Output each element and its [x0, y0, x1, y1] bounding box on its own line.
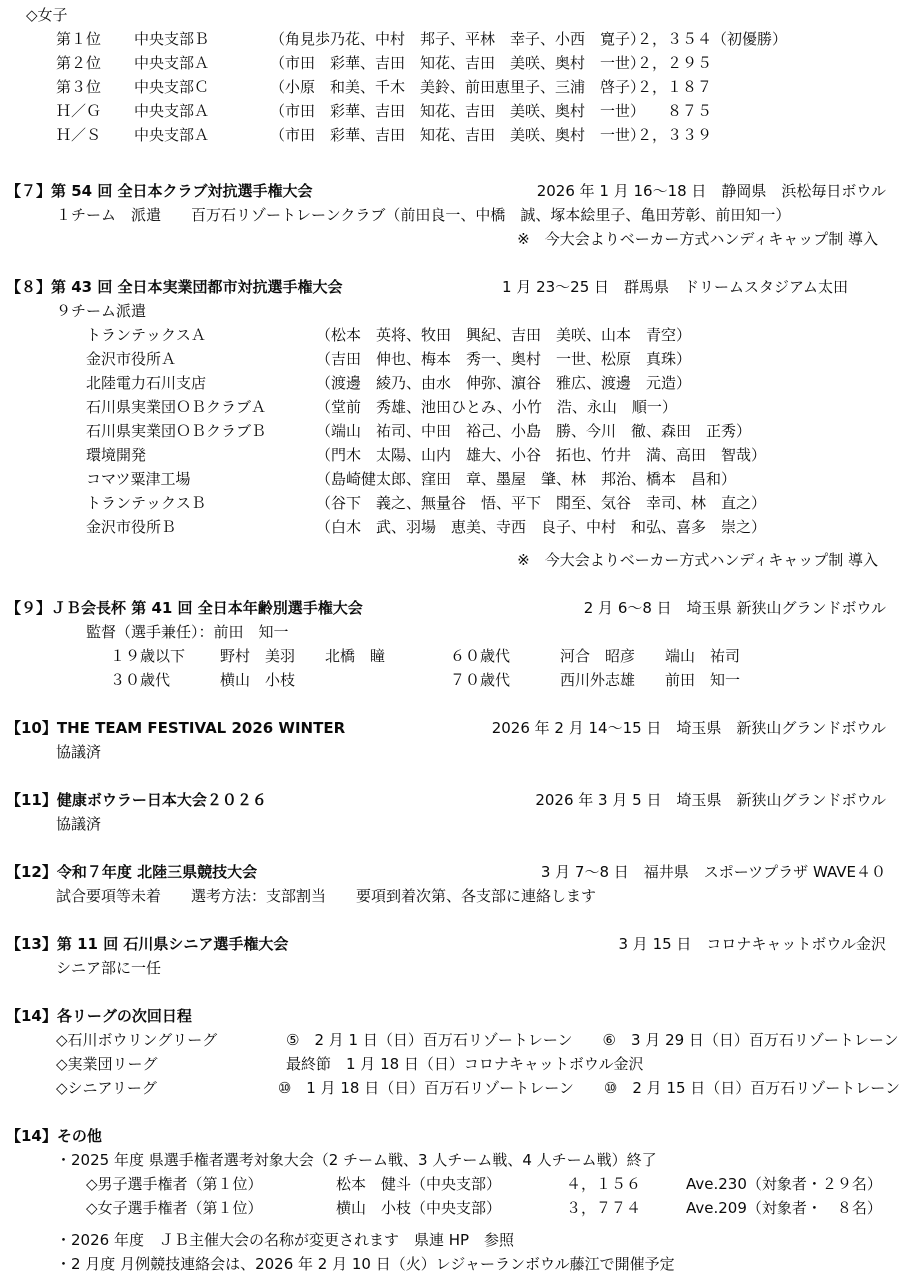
- league-schedule: 最終節 1 月 18 日（日）コロナキャットボウル金沢: [286, 1057, 644, 1072]
- team-cell: 中央支部Ａ: [134, 128, 270, 143]
- average-cell: Ave.209（対象者・ ８名）: [686, 1201, 882, 1216]
- list-item: [0, 1057, 900, 1072]
- item-9-heading-right: 2 月 6〜8 日 埼玉県 新狭山グランドボウル: [584, 601, 900, 616]
- table-row: [0, 376, 900, 391]
- item-11-heading-right: 2026 年 3 月 5 日 埼玉県 新狭山グランドボウル: [535, 793, 900, 808]
- score-cell: ２，３５４: [620, 32, 712, 47]
- league-schedule: ⑤ 2 月 1 日（日）百万石リゾートレーン ⑥ 3 月 29 日（日）百万石リゾートレーン: [286, 1033, 899, 1048]
- age-group-label: ７０歳代: [450, 673, 560, 688]
- table-row: [0, 448, 900, 463]
- item-8-section: [0, 280, 900, 568]
- age-group-label: ３０歳代: [110, 673, 220, 688]
- table-row: [0, 520, 900, 535]
- item-12-heading-right: 3 月 7〜8 日 福井県 スポーツプラザ WAVE４０: [541, 865, 900, 880]
- team-cell: トランテックスＢ: [86, 496, 316, 511]
- item-7-line1: １チーム 派遣 百万石リゾートレーンクラブ（前田良一、中橋 誠、塚本絵里子、亀田芳彰、前田知一）: [0, 208, 900, 223]
- item-14-bullet-2: ・2026 年度 ＪＢ主催大会の名称が変更されます 県連 HP 参照: [0, 1233, 900, 1248]
- rank-cell: 第１位: [56, 32, 134, 47]
- item-11-heading: 【11】健康ボウラー日本大会２０２６: [0, 793, 267, 808]
- item-10-heading: 【10】THE TEAM FESTIVAL 2026 WINTER: [0, 721, 345, 736]
- team-cell: 中央支部Ｃ: [134, 80, 270, 95]
- item-7-heading: 【７】第 54 回 全日本クラブ対抗選手権大会: [0, 184, 313, 199]
- score-cell: ４，１５６: [566, 1177, 686, 1192]
- table-row: [0, 32, 900, 47]
- table-row: [0, 649, 900, 664]
- rank-cell: Ｈ／Ｇ: [56, 104, 134, 119]
- rank-cell: 第２位: [56, 56, 134, 71]
- members-cell: （端山 祐司、中田 裕己、小島 勝、今川 徹、森田 正秀）: [316, 424, 751, 439]
- members-cell: （市田 彩華、吉田 知花、吉田 美咲、奥村 一世）: [270, 128, 620, 143]
- item-13-heading-right: 3 月 15 日 コロナキャットボウル金沢: [619, 937, 900, 952]
- women-results-section: [0, 0, 900, 143]
- item-9-section: [0, 601, 900, 688]
- team-cell: 石川県実業団ＯＢクラブＢ: [86, 424, 316, 439]
- team-cell: 中央支部Ａ: [134, 56, 270, 71]
- item-9-heading: 【９】ＪＢ会長杯 第 41 回 全日本年齢別選手権大会: [0, 601, 363, 616]
- item-7-note: ※ 今大会よりベーカー方式ハンディキャップ制 導入: [517, 232, 900, 247]
- item-11-heading-row: [0, 793, 900, 808]
- score-cell: ８７５: [620, 104, 712, 119]
- item-7-note-row: [0, 232, 900, 247]
- members-cell: （市田 彩華、吉田 知花、吉田 美咲、奥村 一世）: [270, 56, 620, 71]
- team-cell: 北陸電力石川支店: [86, 376, 316, 391]
- average-cell: Ave.230（対象者・２９名）: [686, 1177, 882, 1192]
- list-item: [0, 1033, 900, 1048]
- team-cell: 石川県実業団ＯＢクラブＡ: [86, 400, 316, 415]
- item-11-section: [0, 793, 900, 832]
- item-12-line1: 試合要項等未着 選考方法：支部割当 要項到着次第、各支部に連絡します: [0, 889, 900, 904]
- league-label: ◇石川ボウリングリーグ: [56, 1033, 286, 1048]
- table-row: [0, 80, 900, 95]
- league-schedule: ⑩ 1 月 18 日（日）百万石リゾートレーン ⑩ 2 月 15 日（日）百万石リゾートレーン: [278, 1081, 900, 1096]
- item-11-line1: 協議済: [0, 817, 900, 832]
- table-row: [0, 352, 900, 367]
- members-cell: （島崎健太郎、窪田 章、墨屋 肇、林 邦治、橋本 昌和）: [316, 472, 736, 487]
- item-8-heading-row: [0, 280, 900, 295]
- rank-cell: 第３位: [56, 80, 134, 95]
- team-cell: 中央支部Ａ: [134, 104, 270, 119]
- table-row: [0, 424, 900, 439]
- age-group-names: 野村 美羽 北橋 瞳: [220, 649, 450, 664]
- table-row: [0, 104, 900, 119]
- item-14-schedule-section: [0, 1009, 900, 1096]
- title-label: ◇男子選手権者（第１位）: [86, 1177, 336, 1192]
- league-label: ◇シニアリーグ: [56, 1081, 278, 1096]
- score-cell: ３，７７４: [566, 1201, 686, 1216]
- item-9-director: 監督（選手兼任）：前田 知一: [0, 625, 900, 640]
- table-row: [0, 400, 900, 415]
- list-item: [0, 1081, 900, 1096]
- item-14-bullet-3: ・2 月度 月例競技連絡会は、2026 年 2 月 10 日（火）レジャーランボウル藤江で開催予定: [0, 1257, 900, 1272]
- item-13-heading-row: [0, 937, 900, 952]
- item-8-note: ※ 今大会よりベーカー方式ハンディキャップ制 導入: [517, 553, 900, 568]
- item-13-line1: シニア部に一任: [0, 961, 900, 976]
- team-cell: 環境開発: [86, 448, 316, 463]
- item-10-heading-right: 2026 年 2 月 14〜15 日 埼玉県 新狭山グランドボウル: [492, 721, 900, 736]
- item-14-schedule-heading: 【14】各リーグの次回日程: [0, 1009, 900, 1024]
- table-row: [0, 128, 900, 143]
- item-12-section: [0, 865, 900, 904]
- item-9-heading-row: [0, 601, 900, 616]
- item-8-heading: 【８】第 43 回 全日本実業団都市対抗選手権大会: [0, 280, 343, 295]
- item-10-line1: 協議済: [0, 745, 900, 760]
- item-12-heading-row: [0, 865, 900, 880]
- table-row: [0, 1201, 900, 1216]
- item-10-heading-row: [0, 721, 900, 736]
- table-row: [0, 673, 900, 688]
- score-cell: ２，２９５: [620, 56, 712, 71]
- members-cell: （角見歩乃花、中村 邦子、平林 幸子、小西 寛子）: [270, 32, 620, 47]
- table-row: [0, 496, 900, 511]
- members-cell: （白木 武、羽場 恵美、寺西 良子、中村 和弘、喜多 崇之）: [316, 520, 766, 535]
- members-cell: （渡邊 綾乃、由水 伸弥、濵谷 雅広、渡邊 元造）: [316, 376, 691, 391]
- table-row: [0, 472, 900, 487]
- rank-cell: Ｈ／Ｓ: [56, 128, 134, 143]
- age-group-names: 横山 小枝: [220, 673, 450, 688]
- item-8-subheading: ９チーム派遣: [0, 304, 900, 319]
- team-cell: コマツ粟津工場: [86, 472, 316, 487]
- members-cell: （吉田 伸也、梅本 秀一、奥村 一世、松原 真珠）: [316, 352, 691, 367]
- item-13-section: [0, 937, 900, 976]
- item-10-section: [0, 721, 900, 760]
- age-group-names: 西川外志雄 前田 知一: [560, 673, 740, 688]
- item-14-other-section: [0, 1129, 900, 1272]
- note-cell: （初優勝）: [712, 32, 787, 47]
- team-cell: トランテックスＡ: [86, 328, 316, 343]
- age-group-label: ６０歳代: [450, 649, 560, 664]
- members-cell: （小原 和美、千木 美鈴、前田恵里子、三浦 啓子）: [270, 80, 620, 95]
- item-7-heading-row: [0, 184, 900, 199]
- women-section-title: ◇女子: [0, 0, 900, 23]
- team-cell: 金沢市役所Ｂ: [86, 520, 316, 535]
- score-cell: ２，１８７: [620, 80, 712, 95]
- score-cell: ２，３３９: [620, 128, 712, 143]
- table-row: [0, 56, 900, 71]
- title-label: ◇女子選手権者（第１位）: [86, 1201, 336, 1216]
- league-label: ◇実業団リーグ: [56, 1057, 286, 1072]
- team-cell: 金沢市役所Ａ: [86, 352, 316, 367]
- item-14-other-heading: 【14】その他: [0, 1129, 900, 1144]
- table-row: [0, 328, 900, 343]
- members-cell: （門木 太陽、山内 雄大、小谷 拓也、竹井 満、高田 智哉）: [316, 448, 766, 463]
- item-13-heading: 【13】第 11 回 石川県シニア選手権大会: [0, 937, 288, 952]
- members-cell: （谷下 義之、無量谷 悟、平下 閗至、気谷 幸司、林 直之）: [316, 496, 766, 511]
- item-8-heading-right: 1 月 23〜25 日 群馬県 ドリームスタジアム太田: [502, 280, 900, 295]
- item-7-section: [0, 184, 900, 247]
- members-cell: （堂前 秀雄、池田ひとみ、小竹 浩、永山 順一）: [316, 400, 677, 415]
- team-cell: 中央支部Ｂ: [134, 32, 270, 47]
- item-14-bullet-1: ・2025 年度 県選手権者選考対象大会（2 チーム戦、3 人チーム戦、4 人チーム戦）終了: [0, 1153, 900, 1168]
- player-name: 松本 健斗（中央支部）: [336, 1177, 566, 1192]
- members-cell: （市田 彩華、吉田 知花、吉田 美咲、奥村 一世）: [270, 104, 620, 119]
- age-group-names: 河合 昭彦 端山 祐司: [560, 649, 740, 664]
- item-12-heading: 【12】令和７年度 北陸三県競技大会: [0, 865, 257, 880]
- age-group-label: １９歳以下: [110, 649, 220, 664]
- item-7-heading-right: 2026 年 1 月 16〜18 日 静岡県 浜松毎日ボウル: [537, 184, 900, 199]
- item-8-note-row: [0, 553, 900, 568]
- members-cell: （松本 英将、牧田 興紀、吉田 美咲、山本 青空）: [316, 328, 691, 343]
- player-name: 横山 小枝（中央支部）: [336, 1201, 566, 1216]
- table-row: [0, 1177, 900, 1192]
